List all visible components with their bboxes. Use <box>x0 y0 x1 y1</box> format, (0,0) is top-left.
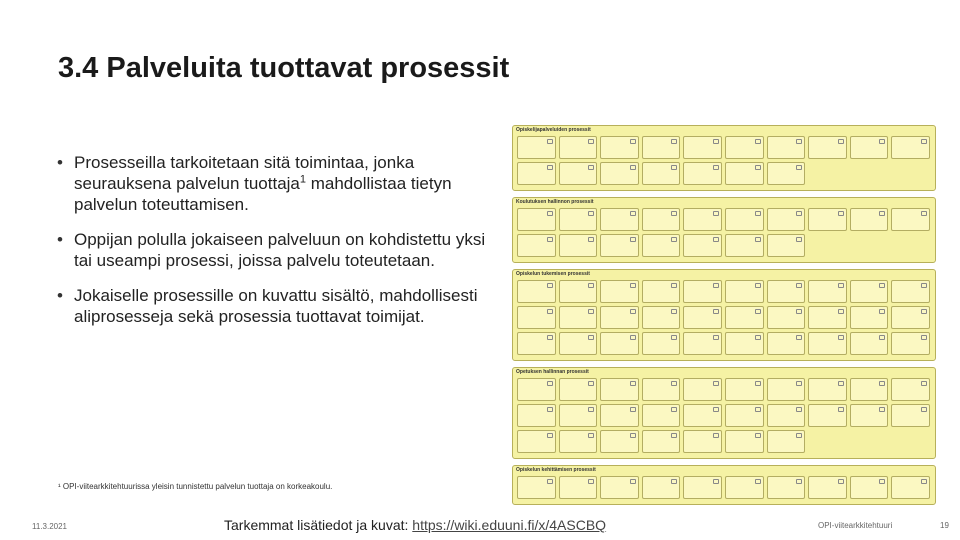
process-box <box>559 234 598 257</box>
process-box <box>600 162 639 185</box>
footnote: ¹ OPI-viitearkkitehtuurissa yleisin tunnistettu palvelun tuottaja on korkeakoulu. <box>58 482 333 491</box>
process-box <box>559 208 598 231</box>
process-box <box>642 234 681 257</box>
bullet-item <box>55 152 495 215</box>
bullet-list <box>55 152 495 341</box>
footer-info-label: Tarkemmat lisätiedot ja kuvat: <box>224 517 413 533</box>
process-group-title: Opiskelun tukemisen prosessit <box>516 271 590 277</box>
process-box <box>850 476 889 499</box>
bullet-item <box>55 285 495 327</box>
process-box <box>891 378 930 401</box>
process-box <box>683 136 722 159</box>
process-box <box>642 332 681 355</box>
process-group-title: Koulutuksen hallinnon prosessit <box>516 199 594 205</box>
process-box <box>808 306 847 329</box>
process-box <box>600 476 639 499</box>
footer-date: 11.3.2021 <box>32 522 67 531</box>
process-box <box>767 332 806 355</box>
process-box <box>517 430 556 453</box>
process-box <box>767 234 806 257</box>
process-box <box>891 136 930 159</box>
footer-org: OPI-viitearkkitehtuuri <box>818 521 893 530</box>
process-group-title: Opiskelun kehittämisen prosessit <box>516 467 596 473</box>
process-box <box>808 476 847 499</box>
process-box <box>559 162 598 185</box>
bullet-text: Prosesseilla tarkoitetaan sitä toimintaa, jonka seurauksena palvelun tuottaja <box>74 153 415 193</box>
process-box <box>808 136 847 159</box>
bullet-item <box>55 229 495 271</box>
process-box <box>642 136 681 159</box>
slide-title: 3.4 Palveluita tuottavat prosessit <box>58 52 510 84</box>
process-box <box>683 404 722 427</box>
process-box <box>683 476 722 499</box>
process-box <box>767 306 806 329</box>
process-box <box>850 280 889 303</box>
process-box <box>517 136 556 159</box>
process-box <box>850 136 889 159</box>
bullet-text-tail: mahdollistaa tietyn palvelun toteuttamisen. <box>74 174 452 214</box>
process-box <box>808 280 847 303</box>
process-group <box>512 465 936 505</box>
process-box <box>517 476 556 499</box>
process-box <box>767 476 806 499</box>
process-box <box>767 162 806 185</box>
process-box <box>600 280 639 303</box>
process-group <box>512 269 936 361</box>
process-box <box>600 306 639 329</box>
process-box <box>559 332 598 355</box>
process-box <box>725 162 764 185</box>
process-group-title: Opetuksen hallinnan prosessit <box>516 369 589 375</box>
process-box <box>517 404 556 427</box>
process-box <box>600 378 639 401</box>
process-box <box>891 306 930 329</box>
process-box <box>725 476 764 499</box>
process-box <box>683 332 722 355</box>
process-box <box>683 378 722 401</box>
process-box <box>642 208 681 231</box>
process-box <box>725 234 764 257</box>
process-box <box>850 208 889 231</box>
process-box <box>683 208 722 231</box>
process-group <box>512 197 936 263</box>
process-box <box>767 136 806 159</box>
process-box <box>517 208 556 231</box>
process-box <box>850 404 889 427</box>
process-box <box>600 208 639 231</box>
process-box <box>725 280 764 303</box>
process-group <box>512 367 936 459</box>
process-box <box>891 404 930 427</box>
bullet-text: Oppijan polulla jokaiseen palveluun on kohdistettu yksi tai useampi prosessi, joissa palvelu toteutetaan. <box>74 230 486 270</box>
process-group-title: Opiskelijapalveluiden prosessit <box>516 127 591 133</box>
process-box <box>891 332 930 355</box>
process-box <box>725 332 764 355</box>
process-box <box>725 208 764 231</box>
process-box <box>850 378 889 401</box>
process-box <box>600 332 639 355</box>
process-box <box>850 332 889 355</box>
process-box <box>559 378 598 401</box>
process-box <box>517 162 556 185</box>
process-box <box>642 476 681 499</box>
process-box <box>559 136 598 159</box>
process-box <box>642 404 681 427</box>
process-box <box>683 162 722 185</box>
process-box <box>683 430 722 453</box>
process-box <box>850 306 889 329</box>
process-box <box>683 306 722 329</box>
process-box <box>725 404 764 427</box>
process-box <box>725 306 764 329</box>
process-box <box>600 234 639 257</box>
process-box <box>517 332 556 355</box>
wiki-link[interactable]: https://wiki.eduuni.fi/x/4ASCBQ <box>412 517 607 533</box>
process-box <box>683 234 722 257</box>
process-box <box>559 404 598 427</box>
process-box <box>642 378 681 401</box>
process-box <box>600 136 639 159</box>
process-box <box>559 476 598 499</box>
process-box <box>767 378 806 401</box>
process-box <box>808 332 847 355</box>
process-box <box>808 378 847 401</box>
bullet-text: Jokaiselle prosessille on kuvattu sisältö, mahdollisesti aliprosesseja sekä prosessia tuottavat toimijat. <box>74 286 478 326</box>
process-box <box>517 234 556 257</box>
process-map-image <box>512 125 936 487</box>
process-box <box>642 306 681 329</box>
footer-info <box>224 517 606 533</box>
process-box <box>767 208 806 231</box>
process-box <box>517 378 556 401</box>
process-box <box>891 476 930 499</box>
process-box <box>725 430 764 453</box>
process-box <box>600 430 639 453</box>
process-box <box>891 208 930 231</box>
process-box <box>559 306 598 329</box>
process-box <box>600 404 639 427</box>
process-box <box>767 430 806 453</box>
process-box <box>808 208 847 231</box>
process-box <box>559 430 598 453</box>
process-box <box>767 280 806 303</box>
process-box <box>517 306 556 329</box>
process-box <box>642 162 681 185</box>
process-box <box>767 404 806 427</box>
process-box <box>517 280 556 303</box>
process-box <box>559 280 598 303</box>
footnote-marker: 1 <box>299 173 307 186</box>
process-box <box>891 280 930 303</box>
process-box <box>725 136 764 159</box>
process-box <box>642 430 681 453</box>
process-box <box>808 404 847 427</box>
process-box <box>642 280 681 303</box>
process-box <box>683 280 722 303</box>
process-group <box>512 125 936 191</box>
page-number: 19 <box>940 521 949 530</box>
process-box <box>725 378 764 401</box>
